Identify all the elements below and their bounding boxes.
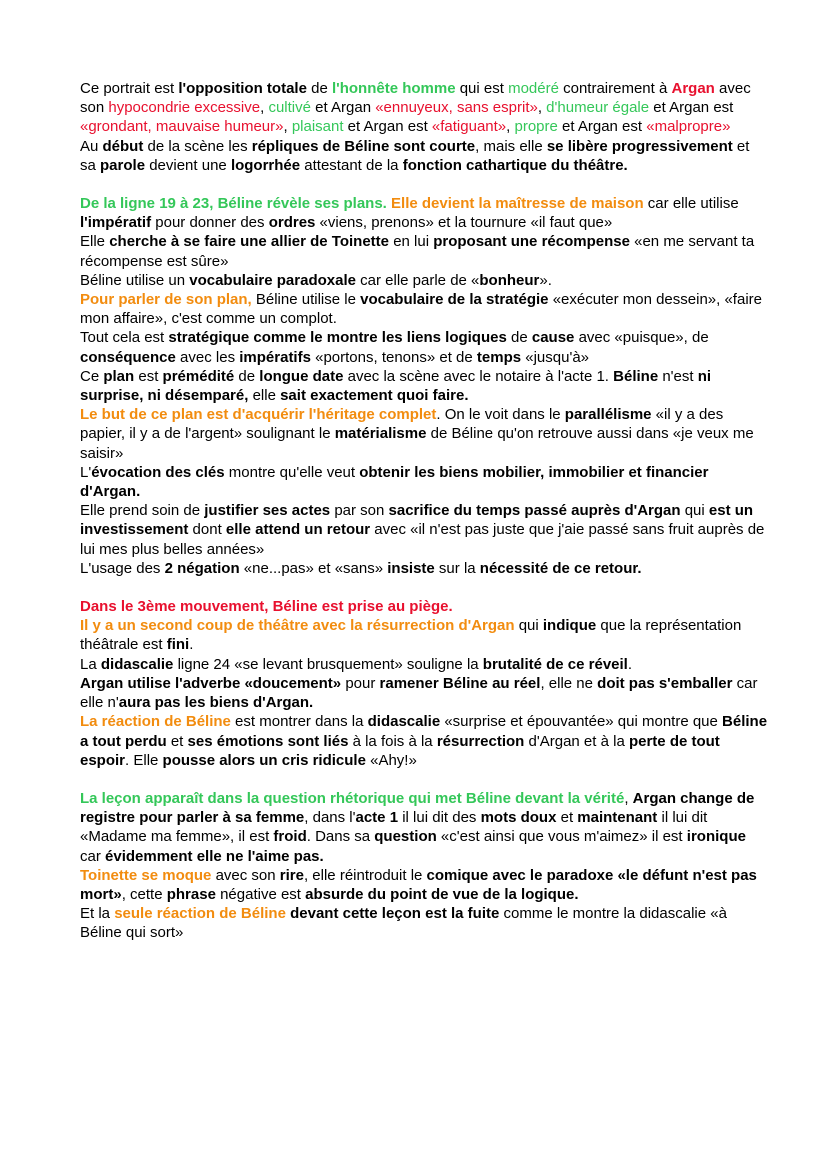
paragraph [80,328,768,366]
emphasized-text: justifier ses actes [204,502,331,520]
emphasized-text: perte de tout espoir [80,732,724,769]
emphasized-text: cause [531,329,575,347]
paragraph [80,904,768,942]
emphasized-text: fonction cathartique du théâtre. [402,156,628,174]
paragraph [80,616,768,654]
paragraph [80,463,768,501]
text-segment: . [627,655,633,673]
text-segment: «fatiguant» [431,118,507,136]
paragraph [80,559,768,578]
emphasized-text: acte 1 [355,809,399,827]
emphasized-text: La leçon apparaît dans la question rhétorique qui met Béline devant la vérité [80,789,625,807]
emphasized-text: De la ligne 19 à 23, Béline révèle ses plans. [80,195,387,213]
emphasized-text: Argan utilise l'adverbe «doucement» [80,674,342,692]
emphasized-text: didascalie [100,655,174,673]
text-segment: avec la scène avec le notaire à l'acte 1. [343,367,614,385]
emphasized-text: Béline [613,367,659,385]
paragraph [80,712,772,770]
emphasized-text: vocabulaire paradoxale [189,271,356,289]
emphasized-text: fini [166,636,190,654]
emphasized-text: Argan change de registre pour parler à sa femme [80,789,759,827]
emphasized-text: Elle devient la maîtresse de maison [391,195,644,213]
text-segment: La [80,655,101,673]
emphasized-text: Le but de ce plan est d'acquérir l'héritage complet [80,406,437,424]
emphasized-text: parallélisme [564,406,652,424]
text-segment: est montrer dans la [230,713,368,731]
text-segment: dont [188,521,226,539]
paragraph [80,290,768,328]
emphasized-text: devant cette leçon est la fuite [290,905,500,923]
emphasized-text: évocation des clés [91,463,225,481]
text-segment: négative est [215,885,306,903]
emphasized-text: froid [273,828,307,846]
text-segment: avec «puisque», de [574,329,713,347]
emphasized-text: conséquence [80,348,176,366]
emphasized-text: seule réaction de Béline [114,905,286,923]
text-segment: , cette [121,885,167,903]
text-segment: Béline utilise le [251,291,361,309]
emphasized-text: début [102,137,144,155]
emphasized-text: temps [476,348,522,366]
text-segment: pour donner des [151,214,269,232]
emphasized-text: évidemment elle ne l'aime pas. [105,847,324,865]
text-segment: et Argan est [557,118,647,136]
text-segment: . [189,636,194,654]
text-segment: il lui dit des [398,809,481,827]
emphasized-text: se libère progressivement [546,137,733,155]
emphasized-text: obtenir les biens mobilier, immobilier et financier d'Argan. [80,463,713,501]
emphasized-text: sait exactement quoi faire. [280,387,469,405]
text-segment: «jusqu'à» [521,348,590,366]
emphasized-text: matérialisme [334,425,427,443]
text-segment: Tout cela est [80,329,169,347]
text-segment: car elle utilise [643,195,743,213]
text-segment: en lui [389,233,434,251]
emphasized-text: plan [103,367,135,385]
emphasized-text: doit pas s'emballer [597,674,733,692]
emphasized-text: Il y a un second coup de théâtre avec la résurrection d'Argan [80,617,515,635]
text-segment: car [80,828,751,865]
text-segment: Ce [80,367,104,385]
text-segment: «ennuyeux, sans esprit» [375,99,538,117]
text-segment: «portons, tenons» et de [310,348,477,366]
emphasized-text: pousse alors un cris ridicule [162,751,366,769]
text-segment: de [306,80,332,97]
emphasized-text: l'honnête homme [331,80,456,97]
emphasized-text: répliques de Béline sont courte [251,137,476,155]
text-segment: «grondant, mauvaise humeur» [80,118,284,136]
text-segment: propre [514,118,558,136]
text-segment: est [134,367,163,385]
text-segment: avec «il n'est pas juste que j'aie passé sans fruit auprès de lui mes plus belles années» [80,521,769,558]
emphasized-text: question [374,828,437,846]
text-segment: plaisant [291,118,344,136]
paragraph [80,501,768,559]
text-segment: car elle parle de « [355,271,480,289]
text-segment: qui [514,617,543,635]
emphasized-text: comique avec le paradoxe «le défunt n'est pas mort» [80,866,762,903]
paragraph [80,655,768,674]
emphasized-text: est un investissement [80,502,758,539]
paragraph [80,866,768,904]
text-segment: cultivé [268,99,311,117]
text-segment: ». [539,271,552,289]
emphasized-text: indique [542,617,597,635]
text-segment: à la fois à la [348,732,437,750]
emphasized-text: Pour parler de son plan, [80,291,252,309]
paragraph [80,789,768,866]
emphasized-text: ni surprise, ni désemparé, [80,367,716,405]
paragraph [80,405,768,463]
text-segment: car elle n' [80,674,762,712]
text-segment: «Ahy!» [365,751,417,769]
emphasized-text: insiste [387,559,435,577]
paragraph [80,194,768,232]
text-segment: et [556,809,578,827]
text-segment: L'usage des [80,559,165,577]
paragraph [80,674,768,712]
text-segment: . On le voit dans le [436,406,565,424]
emphasized-text: Béline a tout perdu [80,713,772,750]
emphasized-text: vocabulaire de la stratégie [360,291,549,309]
emphasized-text: prémédité [162,367,235,385]
paragraph [80,597,768,616]
emphasized-text: Dans le 3ème mouvement, Béline est prise au piège. [80,598,453,616]
emphasized-text: résurrection [436,732,525,750]
paragraph [80,137,768,175]
emphasized-text: phrase [166,885,216,903]
text-segment: Béline utilise un [80,271,190,289]
emphasized-text: ordres [268,214,316,232]
text-segment: , mais elle [475,137,547,155]
text-segment: et Argan [311,99,376,117]
emphasized-text: sacrifice du temps passé auprès d'Argan [388,502,681,520]
emphasized-text: l'opposition totale [178,80,307,97]
text-segment: comme le montre la didascalie «à Béline qui sort» [80,905,732,942]
text-segment: , dans l' [304,809,356,827]
emphasized-text: mots doux [480,809,557,827]
emphasized-text: brutalité de ce réveil [482,655,628,673]
text-segment: , [537,99,547,117]
text-segment: de [506,329,532,347]
text-segment: , [624,789,633,807]
emphasized-text: longue date [259,367,344,385]
emphasized-text: parole [100,156,146,174]
emphasized-text: bonheur [479,271,540,289]
text-segment: devient une [145,156,231,174]
emphasized-text: elle attend un retour [225,521,371,539]
text-segment: «il y a des papier, il y a de l'argent» soulignant le [80,406,728,443]
emphasized-text: 2 négation [164,559,240,577]
text-segment: et sa [80,137,754,174]
text-segment: , [260,99,269,117]
emphasized-text: rire [279,866,304,884]
emphasized-text: ironique [686,828,746,846]
emphasized-text: ses émotions sont liés [187,732,349,750]
text-segment: «ne...pas» et «sans» [239,559,388,577]
text-segment: de la scène les [143,137,252,155]
text-segment: et [166,732,188,750]
text-segment: il lui dit «Madame ma femme», il est [80,809,712,846]
text-segment: , elle ne [540,674,598,692]
text-segment: Elle prend soin de [80,502,205,520]
text-segment: et Argan est [343,118,432,136]
text-segment: Elle [80,233,110,251]
text-segment: , [283,118,292,136]
emphasized-text: proposant une récompense [433,233,630,251]
text-segment: avec son [80,80,755,117]
text-segment: «malpropre» [646,118,731,136]
text-segment: sur la [434,559,480,577]
paragraph [80,232,768,270]
text-segment: avec son [211,866,280,884]
text-segment: attestant de la [300,156,403,174]
text-segment: . Elle [125,751,163,769]
text-segment: , [506,118,515,136]
emphasized-text: aura pas les biens d'Argan. [118,694,314,712]
paragraph [80,271,768,290]
text-segment: que la représentation théâtrale est [80,617,746,654]
text-segment: elle [248,387,281,405]
emphasized-text: ramener Béline au réel [379,674,541,692]
text-segment: «viens, prenons» et la tournure «il faut que» [315,214,613,232]
text-segment: contrairement à [558,80,672,97]
text-segment: par son [330,502,389,520]
emphasized-text: impératifs [239,348,311,366]
text-segment: d'humeur égale [546,99,650,117]
text-segment: d'Argan et à la [524,732,629,750]
emphasized-text: Toinette se moque [80,866,212,884]
text-segment: Ce portrait est [80,80,179,97]
text-segment: . Dans sa [306,828,375,846]
text-segment: qui [680,502,709,520]
emphasized-text: l'impératif [80,214,152,232]
text-segment: «surprise et épouvantée» qui montre que [440,713,723,731]
text-segment: Au [80,137,103,155]
emphasized-text: didascalie [367,713,441,731]
emphasized-text: logorrhée [230,156,301,174]
text-segment: pour [341,674,380,692]
text-segment: hypocondrie excessive [108,99,261,117]
text-segment: «exécuter mon dessein», «faire mon affaire», c'est comme un complot. [80,291,767,328]
text-segment: de Béline qu'on retrouve aussi dans «je veux me saisir» [80,425,758,462]
text-segment: de [234,367,260,385]
text-segment: «en me servant ta récompense est sûre» [80,233,759,270]
emphasized-text: Argan [671,80,715,97]
text-segment: , elle réintroduit le [303,866,427,884]
emphasized-text: nécessité de ce retour. [479,559,642,577]
text-segment: Et la [80,905,115,923]
paragraph [80,367,768,405]
text-segment: n'est [658,367,698,385]
emphasized-text: La réaction de Béline [80,713,231,731]
text-segment: montre qu'elle veut [224,463,360,481]
text-segment: modéré [508,80,559,97]
emphasized-text: maintenant [577,809,658,827]
text-segment: ligne 24 «se levant brusquement» souligne la [173,655,483,673]
text-segment: avec les [175,348,240,366]
paragraph [80,79,768,137]
text-segment: L' [80,463,92,481]
text-segment: qui est [455,80,509,97]
text-segment: et Argan est [649,99,738,117]
emphasized-text: absurde du point de vue de la logique. [305,885,579,903]
emphasized-text: stratégique comme le montre les liens logiques [168,329,507,347]
emphasized-text: cherche à se faire une allier de Toinette [109,233,390,251]
text-segment: «c'est ainsi que vous m'aimez» il est [436,828,687,846]
